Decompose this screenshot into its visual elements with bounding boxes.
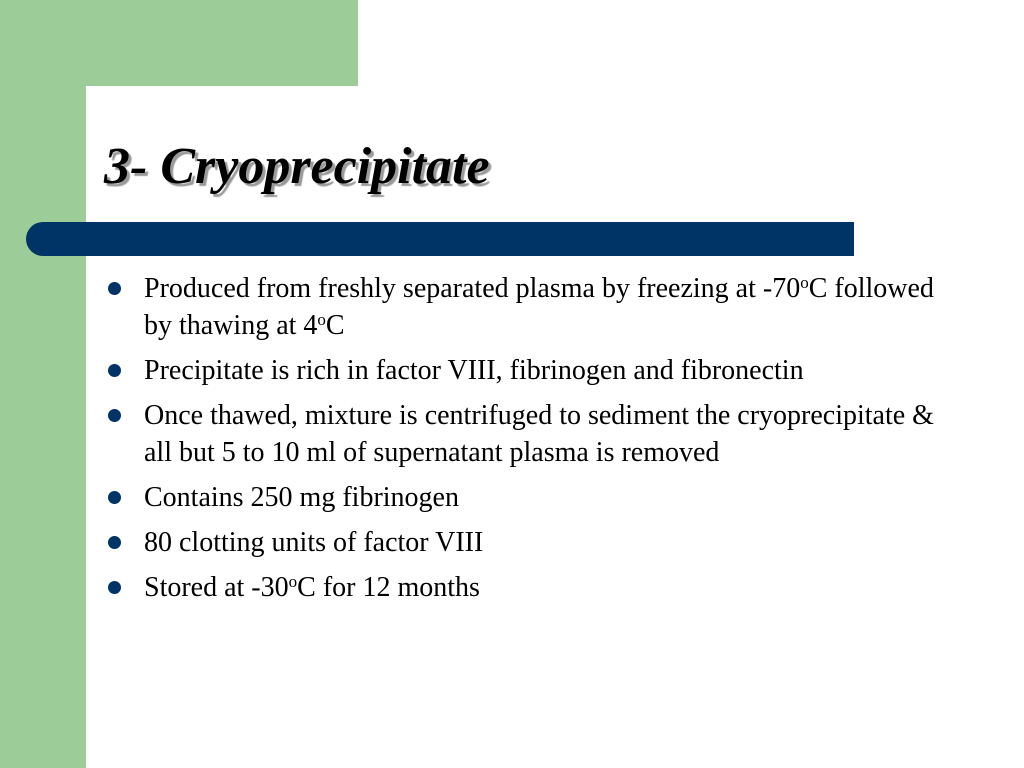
bullet-text-segment: C for 12 months xyxy=(297,572,480,603)
bullet-text xyxy=(144,527,483,558)
bullet-text-segment: Once thawed, mixture is centrifuged to sediment the cryoprecipitate & all but 5 to 10 ml of supernatant plasma is removed xyxy=(144,400,934,468)
bullet-text xyxy=(144,482,459,513)
bullet-dot-icon xyxy=(108,491,121,504)
bullet-text xyxy=(144,572,480,603)
bullet-dot-icon xyxy=(108,409,121,422)
slide-title: 3- Cryoprecipitate xyxy=(104,138,490,195)
title-rule-bar xyxy=(26,222,854,256)
bullet-dot-icon xyxy=(108,581,121,594)
green-accent-left xyxy=(0,0,86,768)
bullet-text xyxy=(144,400,934,468)
bullet-text xyxy=(144,355,804,386)
bullet-text-segment: Precipitate is rich in factor VIII, fibrinogen and fibronectin xyxy=(144,355,804,386)
bullet-item xyxy=(104,479,944,516)
bullet-text-segment: Contains 250 mg fibrinogen xyxy=(144,482,459,513)
bullet-item xyxy=(104,352,944,389)
bullet-text-segment: 80 clotting units of factor VIII xyxy=(144,527,484,558)
bullet-text xyxy=(144,273,934,341)
bullet-text-segment: Produced from freshly separated plasma by freezing at -70 xyxy=(144,273,801,304)
bullet-item xyxy=(104,270,944,344)
superscript-degree: o xyxy=(800,273,809,292)
bullet-text-segment: Stored at -30 xyxy=(144,572,289,603)
bullet-dot-icon xyxy=(108,536,121,549)
bullet-dot-icon xyxy=(108,282,121,295)
bullet-text-segment: C xyxy=(325,310,345,341)
bullet-dot-icon xyxy=(108,364,121,377)
bullet-item xyxy=(104,569,944,606)
superscript-degree: o xyxy=(317,310,326,329)
superscript-degree: o xyxy=(288,572,298,591)
bullet-item xyxy=(104,524,944,561)
bullet-text-segment: C followed by thawing at 4 xyxy=(144,273,934,341)
bullet-item xyxy=(104,397,944,471)
bullet-list xyxy=(104,270,944,614)
